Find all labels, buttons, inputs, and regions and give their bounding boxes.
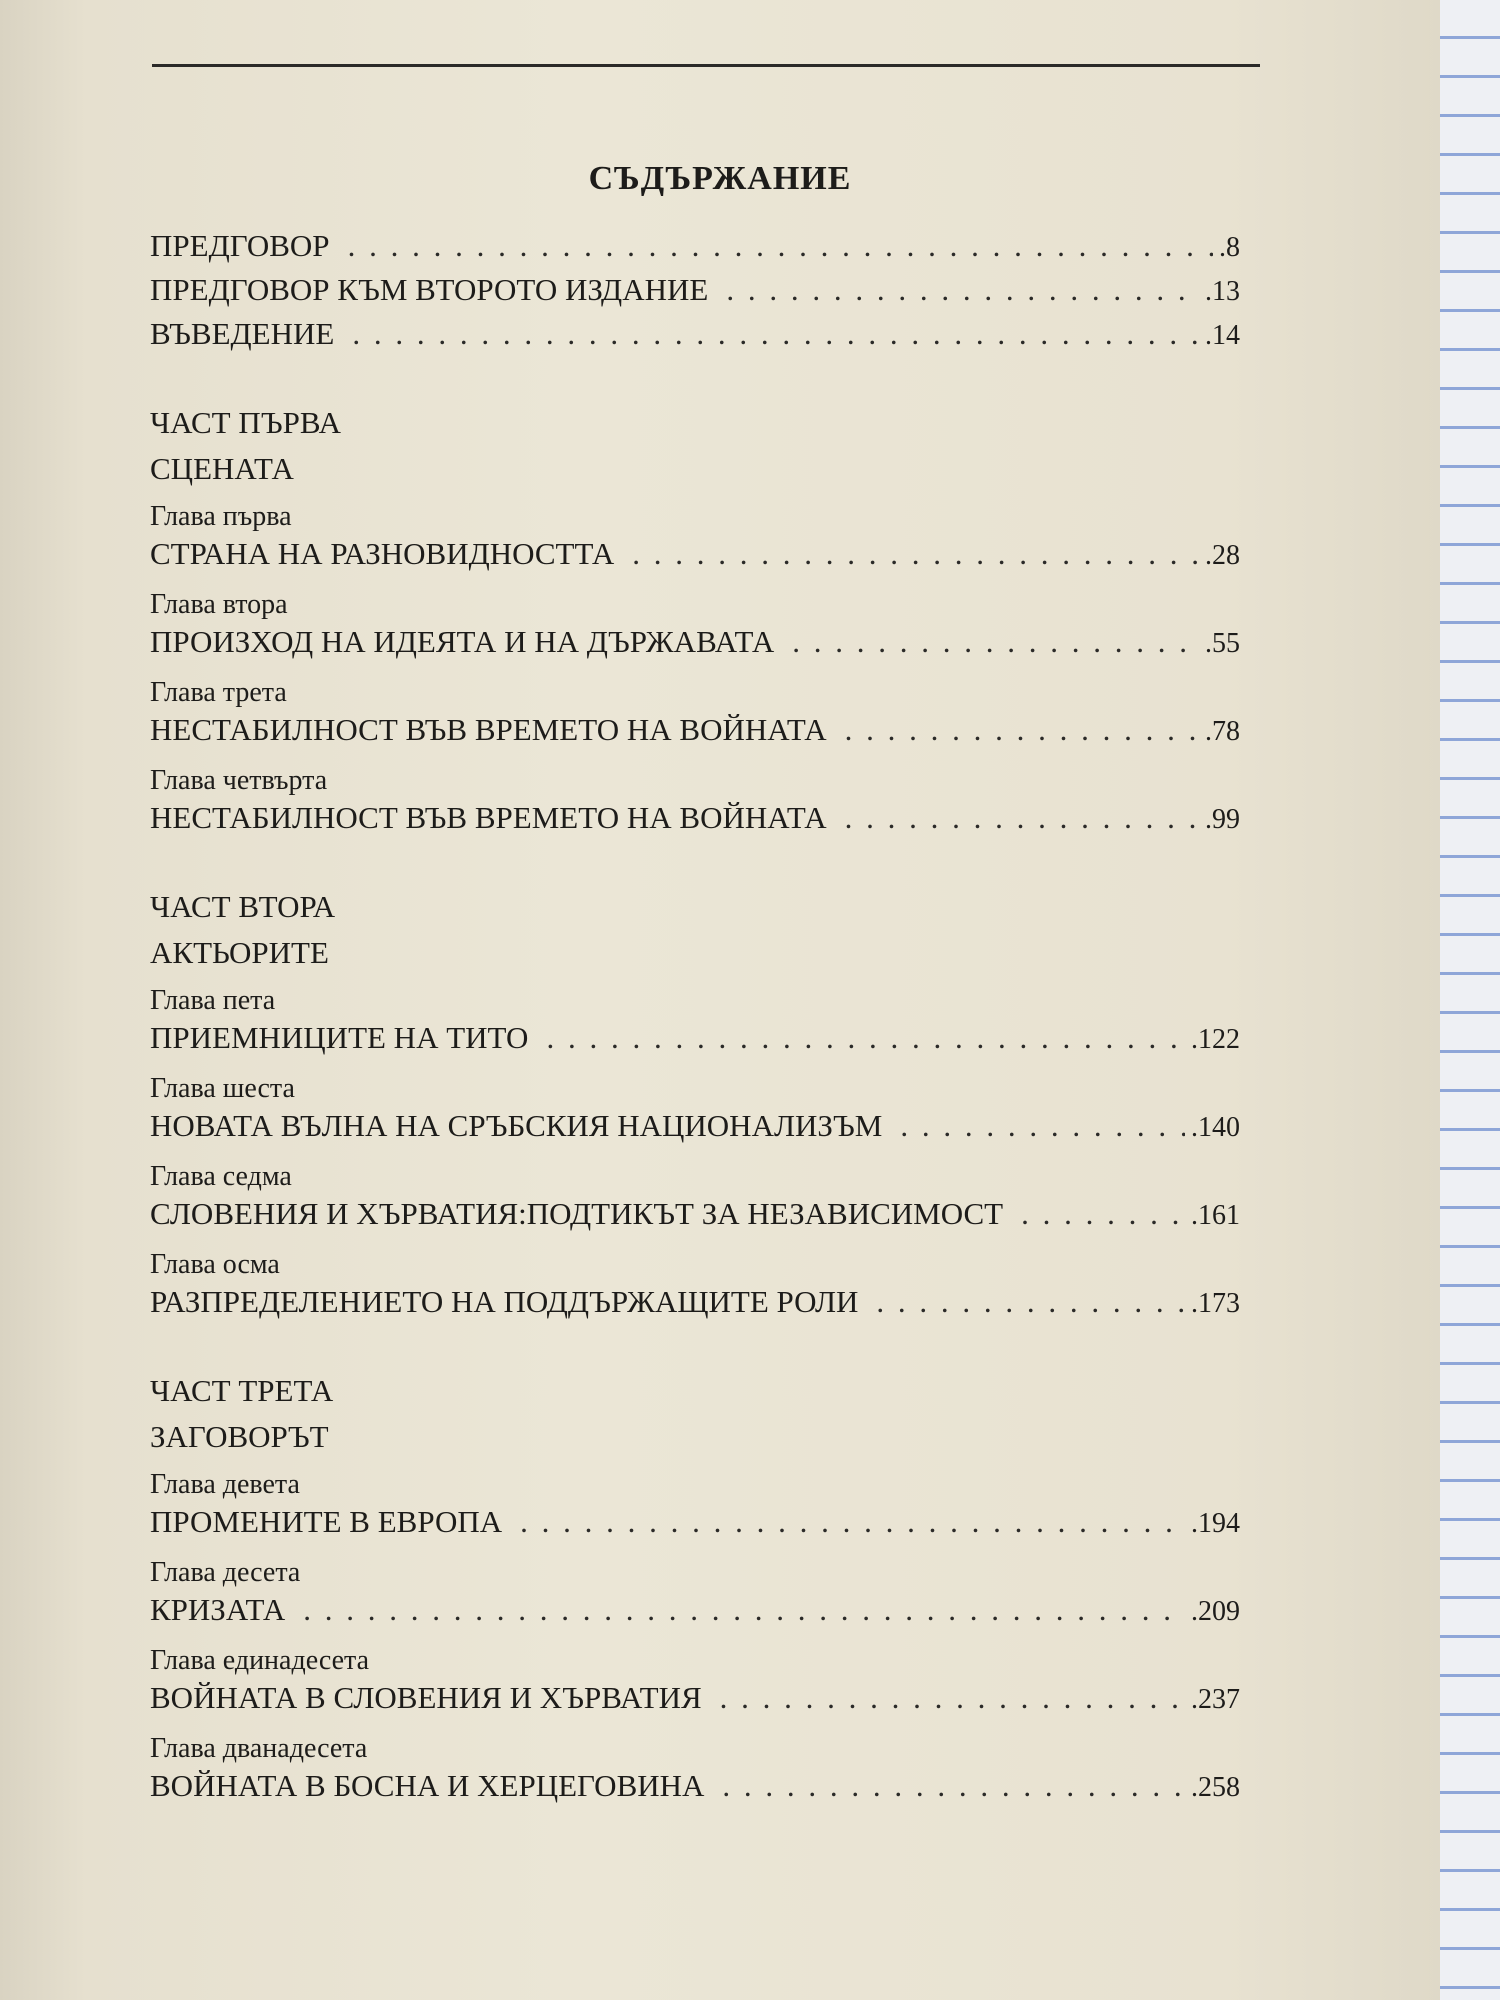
- chapter-number: Глава пета: [150, 985, 276, 1016]
- toc-part-3: [150, 1368, 1240, 1812]
- dot-leader: [792, 624, 1199, 660]
- dot-leader: [876, 1284, 1185, 1320]
- chapter-number: Глава осма: [150, 1249, 280, 1280]
- chapter-title: НЕСТАБИЛНОСТ ВЪВ ВРЕМЕТО НА ВОЙНАТА: [150, 712, 827, 747]
- chapter-title: РАЗПРЕДЕЛЕНИЕТО НА ПОДДЪРЖАЩИТЕ РОЛИ: [150, 1284, 859, 1319]
- chapter-page: .237: [1191, 1684, 1240, 1715]
- lined-notebook-edge: [1440, 0, 1500, 2000]
- toc-chapter-entry: [150, 1504, 1240, 1548]
- part-title: АКТЬОРИТЕ: [150, 935, 329, 970]
- chapter-page: .99: [1205, 804, 1240, 835]
- chapter-title: ПРИЕМНИЦИТЕ НА ТИТО: [150, 1020, 529, 1055]
- chapter-page: .258: [1191, 1772, 1240, 1803]
- chapter-page: .140: [1191, 1112, 1240, 1143]
- dot-leader: [900, 1108, 1185, 1144]
- chapter-page: .161: [1191, 1200, 1240, 1231]
- chapter-title: ПРОМЕНИТЕ В ЕВРОПА: [150, 1504, 503, 1539]
- page-title: СЪДЪРЖАНИЕ: [588, 160, 852, 197]
- toc-entry-page: .8: [1219, 232, 1240, 263]
- chapter-title: ВОЙНАТА В БОСНА И ХЕРЦЕГОВИНА: [150, 1768, 705, 1803]
- dot-leader: [348, 228, 1213, 264]
- chapter-title: НЕСТАБИЛНОСТ ВЪВ ВРЕМЕТО НА ВОЙНАТА: [150, 800, 827, 835]
- chapter-page: .194: [1191, 1508, 1240, 1539]
- dot-leader: [303, 1592, 1185, 1628]
- header-rule: [152, 64, 1260, 67]
- chapter-number: Глава втора: [150, 589, 288, 620]
- chapter-number: Глава шеста: [150, 1073, 295, 1104]
- part-label: ЧАСТ ТРЕТА: [150, 1373, 334, 1408]
- chapter-number: Глава дванадесета: [150, 1733, 368, 1764]
- toc-chapter-entry: [150, 1196, 1240, 1240]
- chapter-page: .173: [1191, 1288, 1240, 1319]
- chapter-title: СТРАНА НА РАЗНОВИДНОСТТА: [150, 536, 615, 571]
- toc-chapter-entry: [150, 1020, 1240, 1064]
- chapter-title: СЛОВЕНИЯ И ХЪРВАТИЯ:ПОДТИКЪТ ЗА НЕЗАВИСИМОСТ: [150, 1196, 1004, 1231]
- chapter-page: .55: [1205, 628, 1240, 659]
- toc-entry-page: .13: [1205, 276, 1240, 307]
- chapter-title: ПРОИЗХОД НА ИДЕЯТА И НА ДЪРЖАВАТА: [150, 624, 775, 659]
- chapter-page: .122: [1191, 1024, 1240, 1055]
- chapter-title: НОВАТА ВЪЛНА НА СРЪБСКИЯ НАЦИОНАЛИЗЪМ: [150, 1108, 883, 1143]
- chapter-number: Глава девета: [150, 1469, 300, 1500]
- toc-chapter-entry: [150, 1680, 1240, 1724]
- chapter-number: Глава единадесета: [150, 1645, 370, 1676]
- toc-part-1: [150, 400, 1240, 844]
- chapter-number: Глава десета: [150, 1557, 301, 1588]
- part-label: ЧАСТ ПЪРВА: [150, 405, 341, 440]
- toc-entry-introduction: [150, 316, 1240, 360]
- chapter-page: .78: [1205, 716, 1240, 747]
- toc-entry-title: ПРЕДГОВОР КЪМ ВТОРОТО ИЗДАНИЕ: [150, 272, 709, 307]
- toc-entry-page: .14: [1205, 320, 1240, 351]
- toc-entry-preface-second-edition: [150, 272, 1240, 316]
- dot-leader: [546, 1020, 1185, 1056]
- chapter-title: КРИЗАТА: [150, 1592, 286, 1627]
- chapter-number: Глава седма: [150, 1161, 292, 1192]
- dot-leader: [722, 1768, 1185, 1804]
- table-of-contents: [150, 228, 1240, 1812]
- dot-leader: [632, 536, 1199, 572]
- dot-leader: [352, 316, 1199, 352]
- chapter-page: .209: [1191, 1596, 1240, 1627]
- toc-chapter-entry: [150, 1284, 1240, 1328]
- dot-leader: [720, 1680, 1185, 1716]
- toc-entry-preface: [150, 228, 1240, 272]
- part-title: СЦЕНАТА: [150, 451, 294, 486]
- chapter-page: .28: [1205, 540, 1240, 571]
- chapter-number: Глава първа: [150, 501, 292, 532]
- chapter-number: Глава трета: [150, 677, 287, 708]
- toc-entry-title: ВЪВЕДЕНИЕ: [150, 316, 335, 351]
- part-title: ЗАГОВОРЪТ: [150, 1419, 329, 1454]
- toc-chapter-entry: [150, 1108, 1240, 1152]
- toc-chapter-entry: [150, 1768, 1240, 1812]
- toc-entry-title: ПРЕДГОВОР: [150, 228, 330, 263]
- dot-leader: [520, 1504, 1185, 1540]
- dot-leader: [726, 272, 1199, 308]
- toc-chapter-entry: [150, 800, 1240, 844]
- toc-chapter-entry: [150, 1592, 1240, 1636]
- toc-chapter-entry: [150, 712, 1240, 756]
- toc-chapter-entry: [150, 536, 1240, 580]
- part-label: ЧАСТ ВТОРА: [150, 889, 336, 924]
- dot-leader: [845, 712, 1199, 748]
- chapter-title: ВОЙНАТА В СЛОВЕНИЯ И ХЪРВАТИЯ: [150, 1680, 702, 1715]
- chapter-number: Глава четвърта: [150, 765, 328, 796]
- dot-leader: [845, 800, 1199, 836]
- toc-part-2: [150, 884, 1240, 1328]
- dot-leader: [1021, 1196, 1185, 1232]
- toc-chapter-entry: [150, 624, 1240, 668]
